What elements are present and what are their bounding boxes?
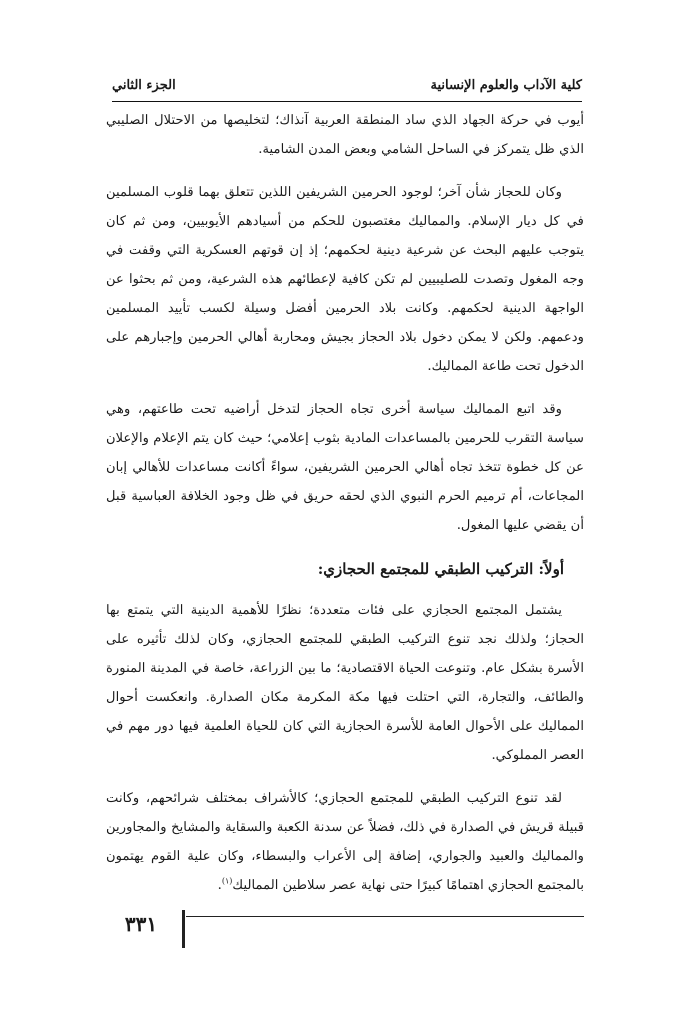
header-college-title: كلية الآداب والعلوم الإنسانية — [430, 77, 582, 93]
header-divider — [112, 101, 582, 102]
paragraph-class-structure — [106, 784, 584, 900]
page-number: ٣٣١ — [124, 912, 158, 936]
header-part-label: الجزء الثاني — [112, 77, 176, 93]
paragraph-mamluk-policy: وقد اتبع المماليك سياسة أخرى تجاه الحجاز لتدخل أراضيه تحت طاعتهم، وهي سياسة التقرب للحرمين بالمساعدات المادية بثوب إعلامي؛ حيث كان يتم الإعلام والإعلان عن كل خطوة تتخذ تجاه أهالي الحرمين الشريفين، سواءً أكانت مساعدات للأهالي إبان المجاعات، أم ترميم الحرم النبوي الذي لحقه حريق في ظل وجود الخلافة العباسية قبل أن يقضي عليها المغول. — [106, 402, 584, 533]
page-header — [112, 70, 582, 100]
paragraph-class-structure-text: لقد تنوع التركيب الطبقي للمجتمع الحجازي؛ كالأشراف بمختلف شرائحهم، وكانت قبيلة قريش في الصدارة في ذلك، فضلاً عن سدنة الكعبة والسقاية والمشايخ والمجاورين والمماليك والعبيد والجواري، إضافة إلى الأعراب والبسطاء، وكان علية القوم يهتمون بالمجتمع الحجازي اهتمامًا كبيرًا حتى نهاية عصر سلاطين المماليك — [106, 791, 584, 893]
paragraph-continuation: أيوب في حركة الجهاد الذي ساد المنطقة العربية آنذاك؛ لتخليصها من الاحتلال الصليبي الذي ظل يتمركز في الساحل الشامي وبعض المدن الشامية. — [106, 113, 584, 157]
footer-vertical-bar — [182, 910, 185, 948]
paragraph-society-groups: يشتمل المجتمع الحجازي على فئات متعددة؛ نظرًا للأهمية الدينية التي يتمتع بها الحجاز؛ ولذلك نجد تنوع التركيب الطبقي للمجتمع الحجازي، وكان لذلك تأثيره على الأسرة بشكل عام. وتنوعت الحياة الاقتصادية؛ ما بين الزراعة، خاصة في المدينة المنورة والطائف، والتجارة، التي احتلت فيها مكة المكرمة مكان الصدارة. وانعكست أحوال المماليك على الأحوال العامة للأسرة الحجازية التي كان للحياة العلمية فيها دور مهم في العصر المملوكي. — [106, 603, 584, 763]
document-body — [106, 106, 584, 914]
paragraph-end-period: . — [217, 878, 222, 893]
footnote-marker[interactable]: (١) — [221, 876, 233, 886]
footer-divider — [186, 916, 584, 917]
paragraph-hijaz-legitimacy: وكان للحجاز شأن آخر؛ لوجود الحرمين الشريفين اللذين تتعلق بهما قلوب المسلمين في كل ديار الإسلام. والمماليك مغتصبون للحكم من أسيادهم الأيوبيين، ومن ثم كان يتوجب عليهم البحث عن شرعية دينية لحكمهم؛ إذ إن قوتهم العسكرية التي وقفت في وجه المغول وتصدت للصليبيين لم تكن كافية لإعطائهم هذه الشرعية، ومن ثم بحثوا عن الواجهة الدينية لحكمهم. وكانت بلاد الحرمين أفضل وسيلة لكسب تأييد المسلمين ودعمهم. ولكن لا يمكن دخول بلاد الحجاز بجيش ومحاربة أهالي الحرمين وإجبارهم على الدخول تحت طاعة المماليك. — [106, 185, 584, 374]
section-heading: أولاً: التركيب الطبقي للمجتمع الحجازي: — [317, 560, 564, 578]
